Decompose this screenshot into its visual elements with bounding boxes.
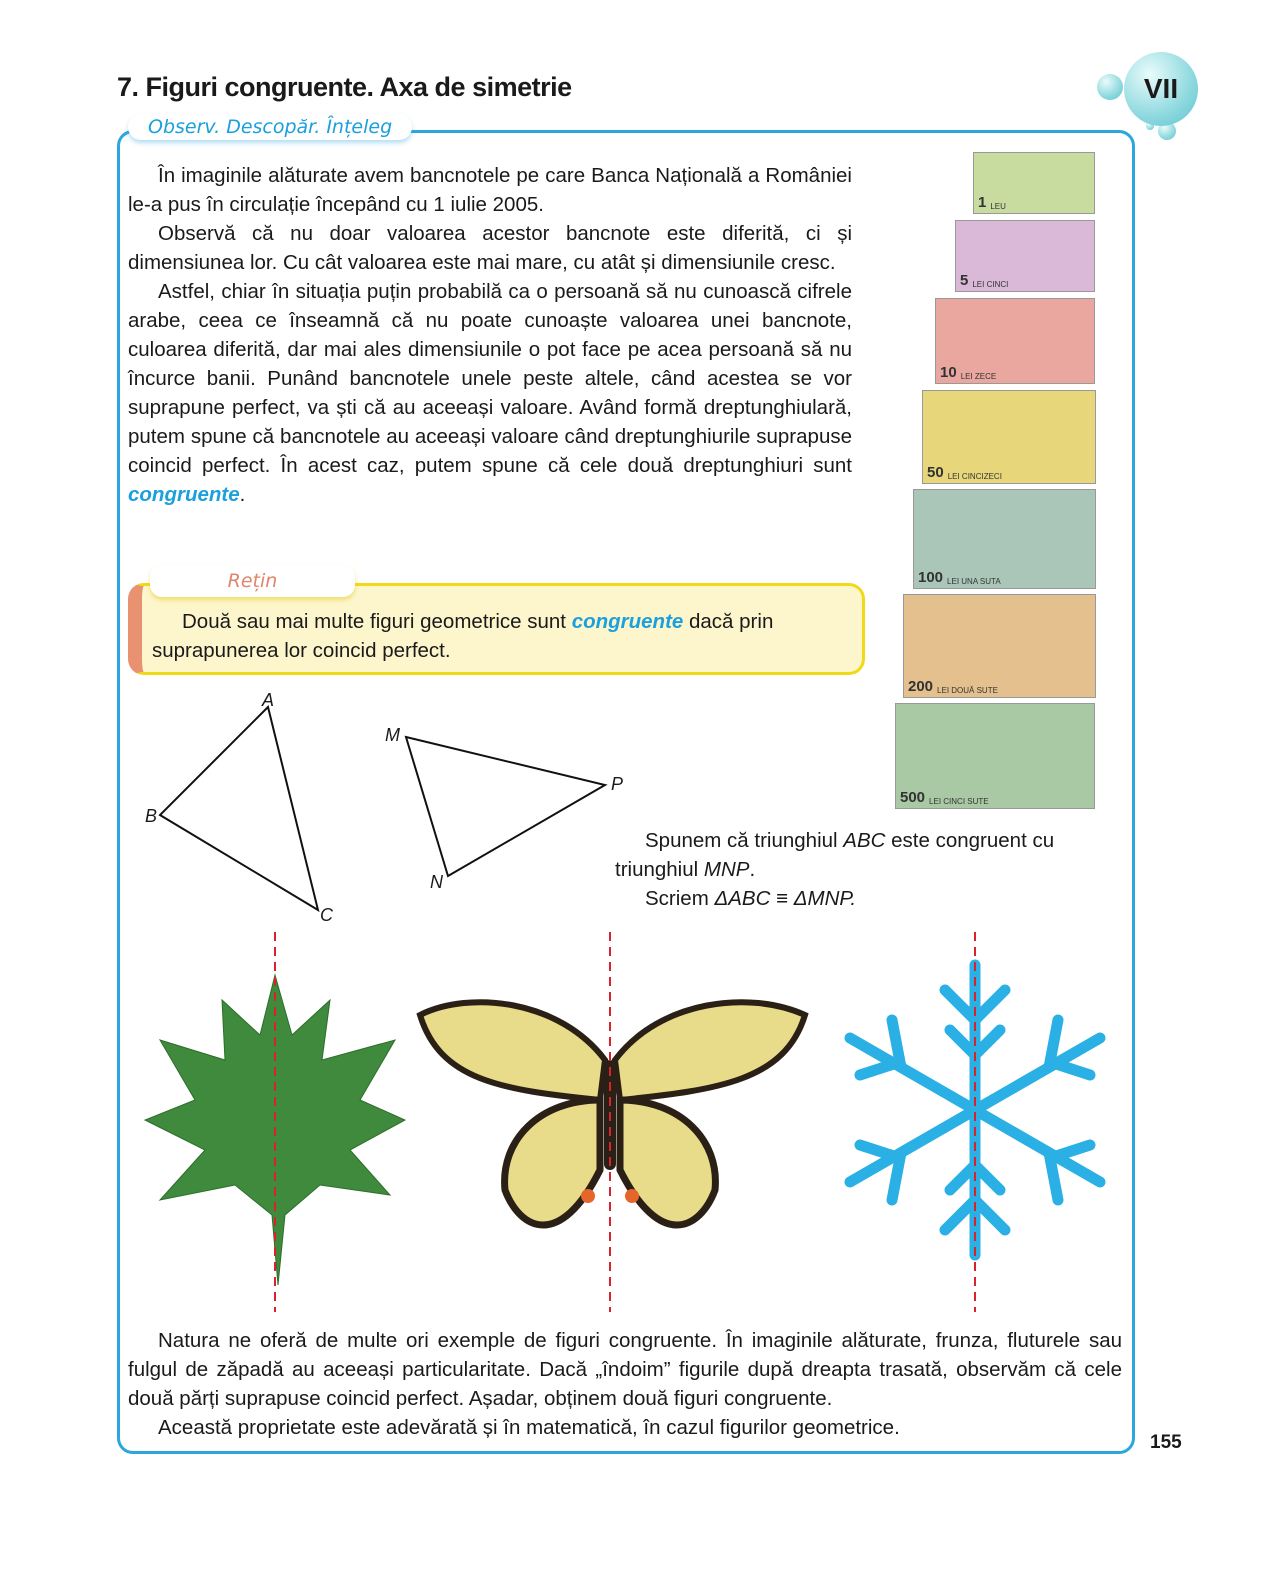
chapter-badge: VII bbox=[1124, 52, 1198, 126]
triangle-mnp bbox=[406, 737, 605, 876]
banknote-value: 10 bbox=[940, 364, 957, 381]
banknote-word: LEI ZECE bbox=[960, 372, 997, 381]
banknote-value: 200 bbox=[908, 678, 934, 695]
banknote-value: 500 bbox=[900, 789, 926, 806]
butterfly-image bbox=[420, 1002, 805, 1225]
highlight-term: congruente bbox=[128, 483, 240, 506]
vertex-label-b: B bbox=[145, 806, 158, 826]
paragraph-text: Astfel, chiar în situația puțin probabilă ca o persoană să nu cunoască cifrele arabe, ceea ce înseamnă că nu poate cunoaște valoarea unei bancnote, culoarea diferită, dar mai ales dimensiunile o pot face pe acea persoană să nu încurce banii. Punând bancnotele unele peste altele, când acestea se vor suprapune perfect, va ști că au aceeași valoare. Având formă dreptunghiulară, putem spune că bancnotele au aceeași valoare când dreptunghiurile suprapuse coincid perfect. În acest caz, putem spune că cele două dreptunghiuri sunt bbox=[128, 280, 852, 477]
paragraph: În imaginile alăturate avem bancnotele pe care Banca Națională a României le-a pus în circulație începând cu 1 iulie 2005. bbox=[128, 164, 852, 216]
vertex-label-p: P bbox=[611, 774, 624, 794]
bottom-text bbox=[128, 1326, 1122, 1442]
banknote-word: LEI CINCIZECI bbox=[947, 472, 1002, 481]
definition-text: dacă prin suprapunerea lor coincid perfect. bbox=[152, 610, 774, 662]
banknote-value: 100 bbox=[918, 569, 944, 586]
banknote-word: LEI CINCI SUTE bbox=[929, 797, 989, 806]
vertex-label-m: M bbox=[385, 725, 400, 745]
vertex-label-c: C bbox=[320, 905, 333, 925]
vertex-label-a: A bbox=[262, 690, 275, 710]
notation-line: Scriem ΔABC ≡ ΔMNP. bbox=[645, 887, 857, 910]
banknote-word: LEU bbox=[990, 202, 1006, 211]
banknote-word: LEI CINCI bbox=[972, 280, 1009, 289]
paragraph-text: . bbox=[239, 483, 246, 506]
banknote-value: 5 bbox=[960, 272, 969, 289]
page-number: 155 bbox=[1150, 1432, 1182, 1453]
highlight-term: congruente bbox=[571, 610, 684, 633]
page-title: 7. Figuri congruente. Axa de simetrie bbox=[117, 72, 572, 102]
remember-tab: Rețin bbox=[150, 565, 355, 597]
paragraph: Această proprietate este adevărată și în matematică, în cazul figurilor geometrice. bbox=[158, 1416, 900, 1439]
banknote-value: 1 bbox=[978, 194, 987, 211]
paragraph: Natura ne oferă de multe ori exemple de figuri congruente. În imaginile alăturate, frunza, fluturele sau fulgul de zăpadă au aceeași particularitate. Dacă „îndoim” figurile după dreapta trasată, observăm că cele două părți suprapuse coincid perfect. Așadar, obținem două figuri congruente. bbox=[128, 1329, 1122, 1410]
banknote-word: LEI DOUĂ SUTE bbox=[937, 686, 998, 695]
triangle-abc bbox=[160, 707, 318, 910]
section-tab: Observ. Descopăr. Înțeleg bbox=[128, 114, 412, 140]
paragraph: Observă că nu doar valoarea acestor bancnote este diferită, ci și dimensiunea lor. Cu cât valoarea este mai mare, cu atât și dimensiunile cresc. bbox=[128, 222, 852, 274]
banknote-word: LEI UNA SUTA bbox=[947, 577, 1001, 586]
banknote-value: 50 bbox=[927, 464, 944, 481]
vertex-label-n: N bbox=[430, 872, 443, 892]
definition-text: Două sau mai multe figuri geometrice sunt bbox=[182, 610, 572, 633]
statement-line: Spunem că triunghiul ABC este congruent cu triunghiul MNP. bbox=[615, 829, 1055, 881]
congruence-statement bbox=[615, 826, 1115, 913]
